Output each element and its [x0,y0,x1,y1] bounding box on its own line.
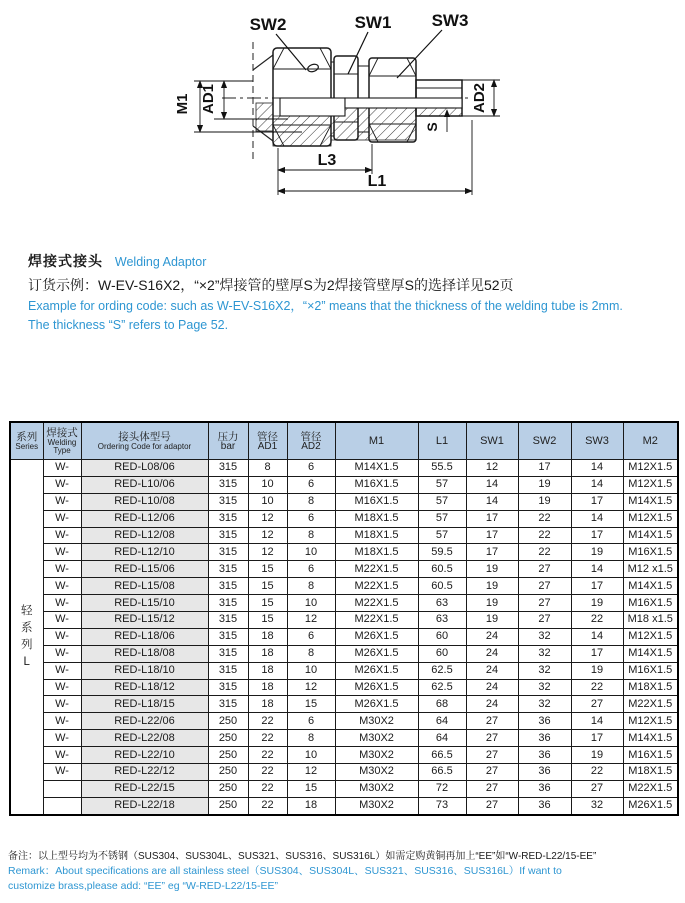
data-cell: 60 [418,628,466,645]
data-cell: 19 [571,747,623,764]
data-cell: 8 [287,645,335,662]
data-cell: 19 [466,612,518,629]
data-cell: 64 [418,713,466,730]
data-cell: 14 [466,476,518,493]
data-cell: M16X1.5 [623,747,678,764]
data-cell: 19 [518,493,571,510]
ordering-code-cell: RED-L22/08 [81,730,208,747]
table-row [10,527,678,544]
data-cell: 14 [571,476,623,493]
data-cell: M26X1.5 [335,662,418,679]
ordering-code-cell: RED-L18/08 [81,645,208,662]
title-english: Welding Adaptor [114,255,207,269]
data-cell: 22 [571,764,623,781]
data-cell: 19 [571,544,623,561]
data-cell: 10 [248,493,287,510]
data-cell: 32 [518,679,571,696]
data-cell: M22X1.5 [335,612,418,629]
m1-label: M1 [174,93,191,115]
data-cell: 32 [518,645,571,662]
data-cell: W- [43,460,81,477]
data-cell: 22 [518,544,571,561]
data-cell: 63 [418,612,466,629]
data-cell: 62.5 [418,662,466,679]
table-row [10,696,678,713]
s-label: S [424,122,440,132]
data-cell: W- [43,493,81,510]
header-m2: M2 [623,422,678,460]
data-cell: 60 [418,645,466,662]
data-cell: 36 [518,780,571,797]
ordering-code-cell: RED-L22/18 [81,797,208,814]
data-cell: 57 [418,527,466,544]
l3-label: L3 [317,152,337,169]
data-cell: 12 [248,510,287,527]
data-cell: 12 [248,527,287,544]
data-cell: 315 [208,476,248,493]
data-cell: 15 [248,595,287,612]
series-char: 轻 [21,604,33,617]
data-cell: 12 [287,764,335,781]
sw-labels [250,11,469,34]
data-cell: 315 [208,612,248,629]
data-cell: M12 x1.5 [623,561,678,578]
data-cell: 22 [571,679,623,696]
table-row [10,662,678,679]
data-cell: 55.5 [418,460,466,477]
header-welding-type: 焊接式 Welding Type [43,422,81,460]
data-cell: M14X1.5 [623,578,678,595]
data-cell: 60.5 [418,561,466,578]
data-cell: 24 [466,662,518,679]
data-cell: 63 [418,595,466,612]
data-cell: 62.5 [418,679,466,696]
table-row [10,747,678,764]
data-cell: M12X1.5 [623,628,678,645]
header-ad2: 管径 AD2 [287,422,335,460]
data-cell: 19 [466,561,518,578]
remark-chinese: 备注：以上型号均为不锈钢（SUS304、SUS304L、SUS321、SUS316、SUS316L）如需定购黄铜再加上“EE”如“W-RED-L22/15-EE” [8,851,597,862]
data-cell: 315 [208,645,248,662]
data-cell: W- [43,713,81,730]
data-cell: 8 [248,460,287,477]
ordering-code-cell: RED-L12/06 [81,510,208,527]
data-cell: 14 [571,628,623,645]
data-cell: 22 [248,780,287,797]
data-cell: 6 [287,713,335,730]
data-cell: 315 [208,460,248,477]
table-row [10,797,678,814]
table-row [10,493,678,510]
data-cell: W- [43,645,81,662]
data-cell: M14X1.5 [623,527,678,544]
data-cell: 27 [466,764,518,781]
header-l1: L1 [418,422,466,460]
table-row [10,612,678,629]
ordering-example-cn: 订货示例：W-EV-S16X2，“×2”焊接管的壁厚S为2焊接管壁厚S的选择详见52页 [28,277,514,293]
table-row [10,476,678,493]
data-cell: 27 [466,730,518,747]
ordering-code-cell: RED-L15/06 [81,561,208,578]
header-sw3: SW3 [571,422,623,460]
data-cell: 73 [418,797,466,814]
data-cell: W- [43,612,81,629]
data-cell: M22X1.5 [335,578,418,595]
data-cell: W- [43,595,81,612]
data-cell: M26X1.5 [335,696,418,713]
ordering-code-cell: RED-L12/10 [81,544,208,561]
header-m1: M1 [335,422,418,460]
data-cell: M22X1.5 [623,780,678,797]
data-cell: 6 [287,476,335,493]
data-cell: 15 [248,612,287,629]
data-cell: 315 [208,679,248,696]
ordering-code-cell: RED-L15/12 [81,612,208,629]
table-row [10,679,678,696]
data-cell: 250 [208,730,248,747]
data-cell: 18 [248,679,287,696]
data-cell: 250 [208,797,248,814]
data-cell: 6 [287,510,335,527]
ordering-code-cell: RED-L08/06 [81,460,208,477]
ordering-code-cell: RED-L18/10 [81,662,208,679]
data-cell [43,797,81,814]
data-cell: M12X1.5 [623,476,678,493]
data-cell: 68 [418,696,466,713]
data-cell: 32 [571,797,623,814]
data-cell: M18 x1.5 [623,612,678,629]
data-cell: 32 [518,628,571,645]
data-cell: 250 [208,764,248,781]
data-cell: M18X1.5 [335,510,418,527]
data-cell: 250 [208,780,248,797]
data-cell: M18X1.5 [623,679,678,696]
data-cell: 315 [208,544,248,561]
table-body [10,460,678,815]
data-cell: M22X1.5 [335,595,418,612]
data-cell: M30X2 [335,780,418,797]
data-cell: 27 [466,780,518,797]
series-char: L [23,655,30,668]
data-cell: 32 [518,696,571,713]
header-sw2: SW2 [518,422,571,460]
data-cell: W- [43,696,81,713]
data-cell: 8 [287,527,335,544]
data-cell: 27 [466,797,518,814]
data-cell: 8 [287,578,335,595]
data-cell: 22 [248,713,287,730]
data-cell: 8 [287,730,335,747]
data-cell: W- [43,628,81,645]
header-series: 系列 Series [10,422,43,460]
leader-lines [276,30,442,78]
data-cell: W- [43,476,81,493]
header-sw1: SW1 [466,422,518,460]
data-cell: 18 [248,645,287,662]
data-cell: 72 [418,780,466,797]
spec-table [9,421,679,816]
data-cell: 15 [248,561,287,578]
data-cell: 27 [466,713,518,730]
data-cell: W- [43,527,81,544]
sw2-label: SW2 [249,15,287,34]
ordering-code-cell: RED-L15/10 [81,595,208,612]
data-cell: 17 [518,460,571,477]
data-cell: 57 [418,493,466,510]
data-cell: 22 [518,510,571,527]
data-cell: M16X1.5 [335,476,418,493]
data-cell: M12X1.5 [623,713,678,730]
data-cell: 17 [571,527,623,544]
data-cell: 18 [248,628,287,645]
data-cell: 17 [571,730,623,747]
data-cell: M14X1.5 [623,645,678,662]
header-row [10,422,678,460]
data-cell: 27 [571,696,623,713]
table-row [10,460,678,477]
ordering-example-en-line1: Example for ording code: such as W-EV-S16X2，“×2” means that the thickness of the welding tube is 2mm. [28,299,623,313]
data-cell: 10 [248,476,287,493]
table-row [10,764,678,781]
ordering-code-cell: RED-L18/06 [81,628,208,645]
spec-table-section [9,421,677,816]
data-cell: 22 [248,797,287,814]
ad1-label: AD1 [200,83,217,115]
data-cell: 315 [208,696,248,713]
data-cell: W- [43,578,81,595]
data-cell: 19 [571,595,623,612]
data-cell: 15 [287,780,335,797]
data-cell: 315 [208,628,248,645]
data-cell: M30X2 [335,747,418,764]
data-cell: 12 [287,679,335,696]
data-cell: M18X1.5 [623,764,678,781]
data-cell: 10 [287,662,335,679]
data-cell: 315 [208,578,248,595]
welding-adaptor-diagram [0,0,685,240]
data-cell: 17 [571,493,623,510]
data-cell: 10 [287,544,335,561]
table-row [10,578,678,595]
data-cell: 19 [518,476,571,493]
data-cell: 15 [287,696,335,713]
series-char: 系 [21,621,33,634]
data-cell: W- [43,679,81,696]
intro-section [28,250,669,335]
table-row [10,510,678,527]
data-cell: M16X1.5 [623,544,678,561]
data-cell: 59.5 [418,544,466,561]
data-cell: 12 [466,460,518,477]
data-cell: M26X1.5 [335,645,418,662]
data-cell: 17 [466,544,518,561]
data-cell: M16X1.5 [335,493,418,510]
title-chinese: 焊接式接头 [28,253,103,269]
table-row [10,730,678,747]
ordering-code-cell: RED-L10/08 [81,493,208,510]
data-cell: 315 [208,561,248,578]
ordering-code-cell: RED-L15/08 [81,578,208,595]
table-row [10,645,678,662]
data-cell: M30X2 [335,797,418,814]
sw3-label: SW3 [431,11,469,30]
data-cell: W- [43,730,81,747]
header-ordering-code: 接头体型号 Ordering Code for adaptor [81,422,208,460]
data-cell: 36 [518,747,571,764]
data-cell: W- [43,561,81,578]
data-cell: M14X1.5 [623,730,678,747]
data-cell: 24 [466,645,518,662]
data-cell: M30X2 [335,764,418,781]
header-pressure: 压力 bar [208,422,248,460]
data-cell: 18 [248,662,287,679]
data-cell: 15 [248,578,287,595]
data-cell: 8 [287,493,335,510]
data-cell: 57 [418,510,466,527]
data-cell: W- [43,544,81,561]
data-cell: 24 [466,628,518,645]
data-cell: W- [43,747,81,764]
data-cell: 19 [571,662,623,679]
table-row [10,595,678,612]
table-row [10,713,678,730]
data-cell: M18X1.5 [335,544,418,561]
data-cell: 27 [466,747,518,764]
series-char: 列 [21,638,33,651]
data-cell: 66.5 [418,747,466,764]
data-cell: 57 [418,476,466,493]
data-cell: 24 [466,679,518,696]
data-cell: 14 [571,561,623,578]
data-cell: 27 [518,578,571,595]
data-cell: 14 [571,460,623,477]
data-cell: M14X1.5 [623,493,678,510]
data-cell: 36 [518,730,571,747]
data-cell: 17 [466,527,518,544]
data-cell: M26X1.5 [335,628,418,645]
data-cell: W- [43,510,81,527]
data-cell: 14 [466,493,518,510]
data-cell: 315 [208,595,248,612]
data-cell: 27 [518,595,571,612]
data-cell: 22 [571,612,623,629]
data-cell: M14X1.5 [335,460,418,477]
data-cell: M12X1.5 [623,460,678,477]
data-cell: 19 [466,595,518,612]
table-row [10,628,678,645]
data-cell: M22X1.5 [623,696,678,713]
data-cell: M26X1.5 [335,679,418,696]
data-cell: 250 [208,713,248,730]
data-cell: M12X1.5 [623,510,678,527]
data-cell: 250 [208,747,248,764]
data-cell: 315 [208,493,248,510]
data-cell: 17 [571,645,623,662]
data-cell: 14 [571,713,623,730]
ordering-code-cell: RED-L22/15 [81,780,208,797]
ad2-label: AD2 [471,82,488,114]
data-cell [43,780,81,797]
data-cell: M16X1.5 [623,662,678,679]
table-row [10,780,678,797]
sw1-label: SW1 [354,13,392,32]
remark-english-line1: Remark：About specifications are all stainless steel（SUS304、SUS304L、SUS321、SUS316、SUS316L）If want to [8,865,562,877]
data-cell: 12 [287,612,335,629]
series-cell [10,460,43,815]
ordering-code-cell: RED-L22/12 [81,764,208,781]
data-cell: W- [43,662,81,679]
ordering-code-cell: RED-L10/06 [81,476,208,493]
data-cell: 315 [208,662,248,679]
data-cell: 14 [571,510,623,527]
l1-label: L1 [367,173,387,190]
ordering-code-cell: RED-L18/12 [81,679,208,696]
table-row [10,561,678,578]
data-cell: 6 [287,460,335,477]
page-title [28,250,669,273]
data-cell: 10 [287,595,335,612]
data-cell: 36 [518,797,571,814]
data-cell: 24 [466,696,518,713]
ordering-code-cell: RED-L22/10 [81,747,208,764]
data-cell: W- [43,764,81,781]
data-cell: 22 [248,730,287,747]
data-cell: 32 [518,662,571,679]
data-cell: M16X1.5 [623,595,678,612]
data-cell: 22 [518,527,571,544]
ordering-example-en-line2: The thickness “S” refers to Page 52. [28,318,229,332]
table-row [10,544,678,561]
data-cell: 6 [287,628,335,645]
data-cell: M22X1.5 [335,561,418,578]
ordering-code-cell: RED-L18/15 [81,696,208,713]
data-cell: 22 [248,747,287,764]
ordering-code-cell: RED-L12/08 [81,527,208,544]
data-cell: 18 [287,797,335,814]
data-cell: 60.5 [418,578,466,595]
data-cell: 36 [518,764,571,781]
data-cell: M18X1.5 [335,527,418,544]
data-cell: 22 [248,764,287,781]
data-cell: M30X2 [335,730,418,747]
data-cell: 315 [208,510,248,527]
data-cell: 17 [571,578,623,595]
data-cell: 27 [571,780,623,797]
data-cell: M30X2 [335,713,418,730]
data-cell: 315 [208,527,248,544]
ordering-code-cell: RED-L22/06 [81,713,208,730]
data-cell: 64 [418,730,466,747]
data-cell: 10 [287,747,335,764]
data-cell: 66.5 [418,764,466,781]
data-cell: 27 [518,612,571,629]
data-cell: 36 [518,713,571,730]
data-cell: 18 [248,696,287,713]
data-cell: M26X1.5 [623,797,678,814]
remark-english-line2: customize brass,please add: “EE” eg “W-RED-L22/15-EE” [8,879,278,892]
data-cell: 19 [466,578,518,595]
technical-drawing [0,0,685,240]
data-cell: 6 [287,561,335,578]
header-ad1: 管径 AD1 [248,422,287,460]
data-cell: 27 [518,561,571,578]
data-cell: 17 [466,510,518,527]
remarks-section [8,849,680,893]
data-cell: 12 [248,544,287,561]
